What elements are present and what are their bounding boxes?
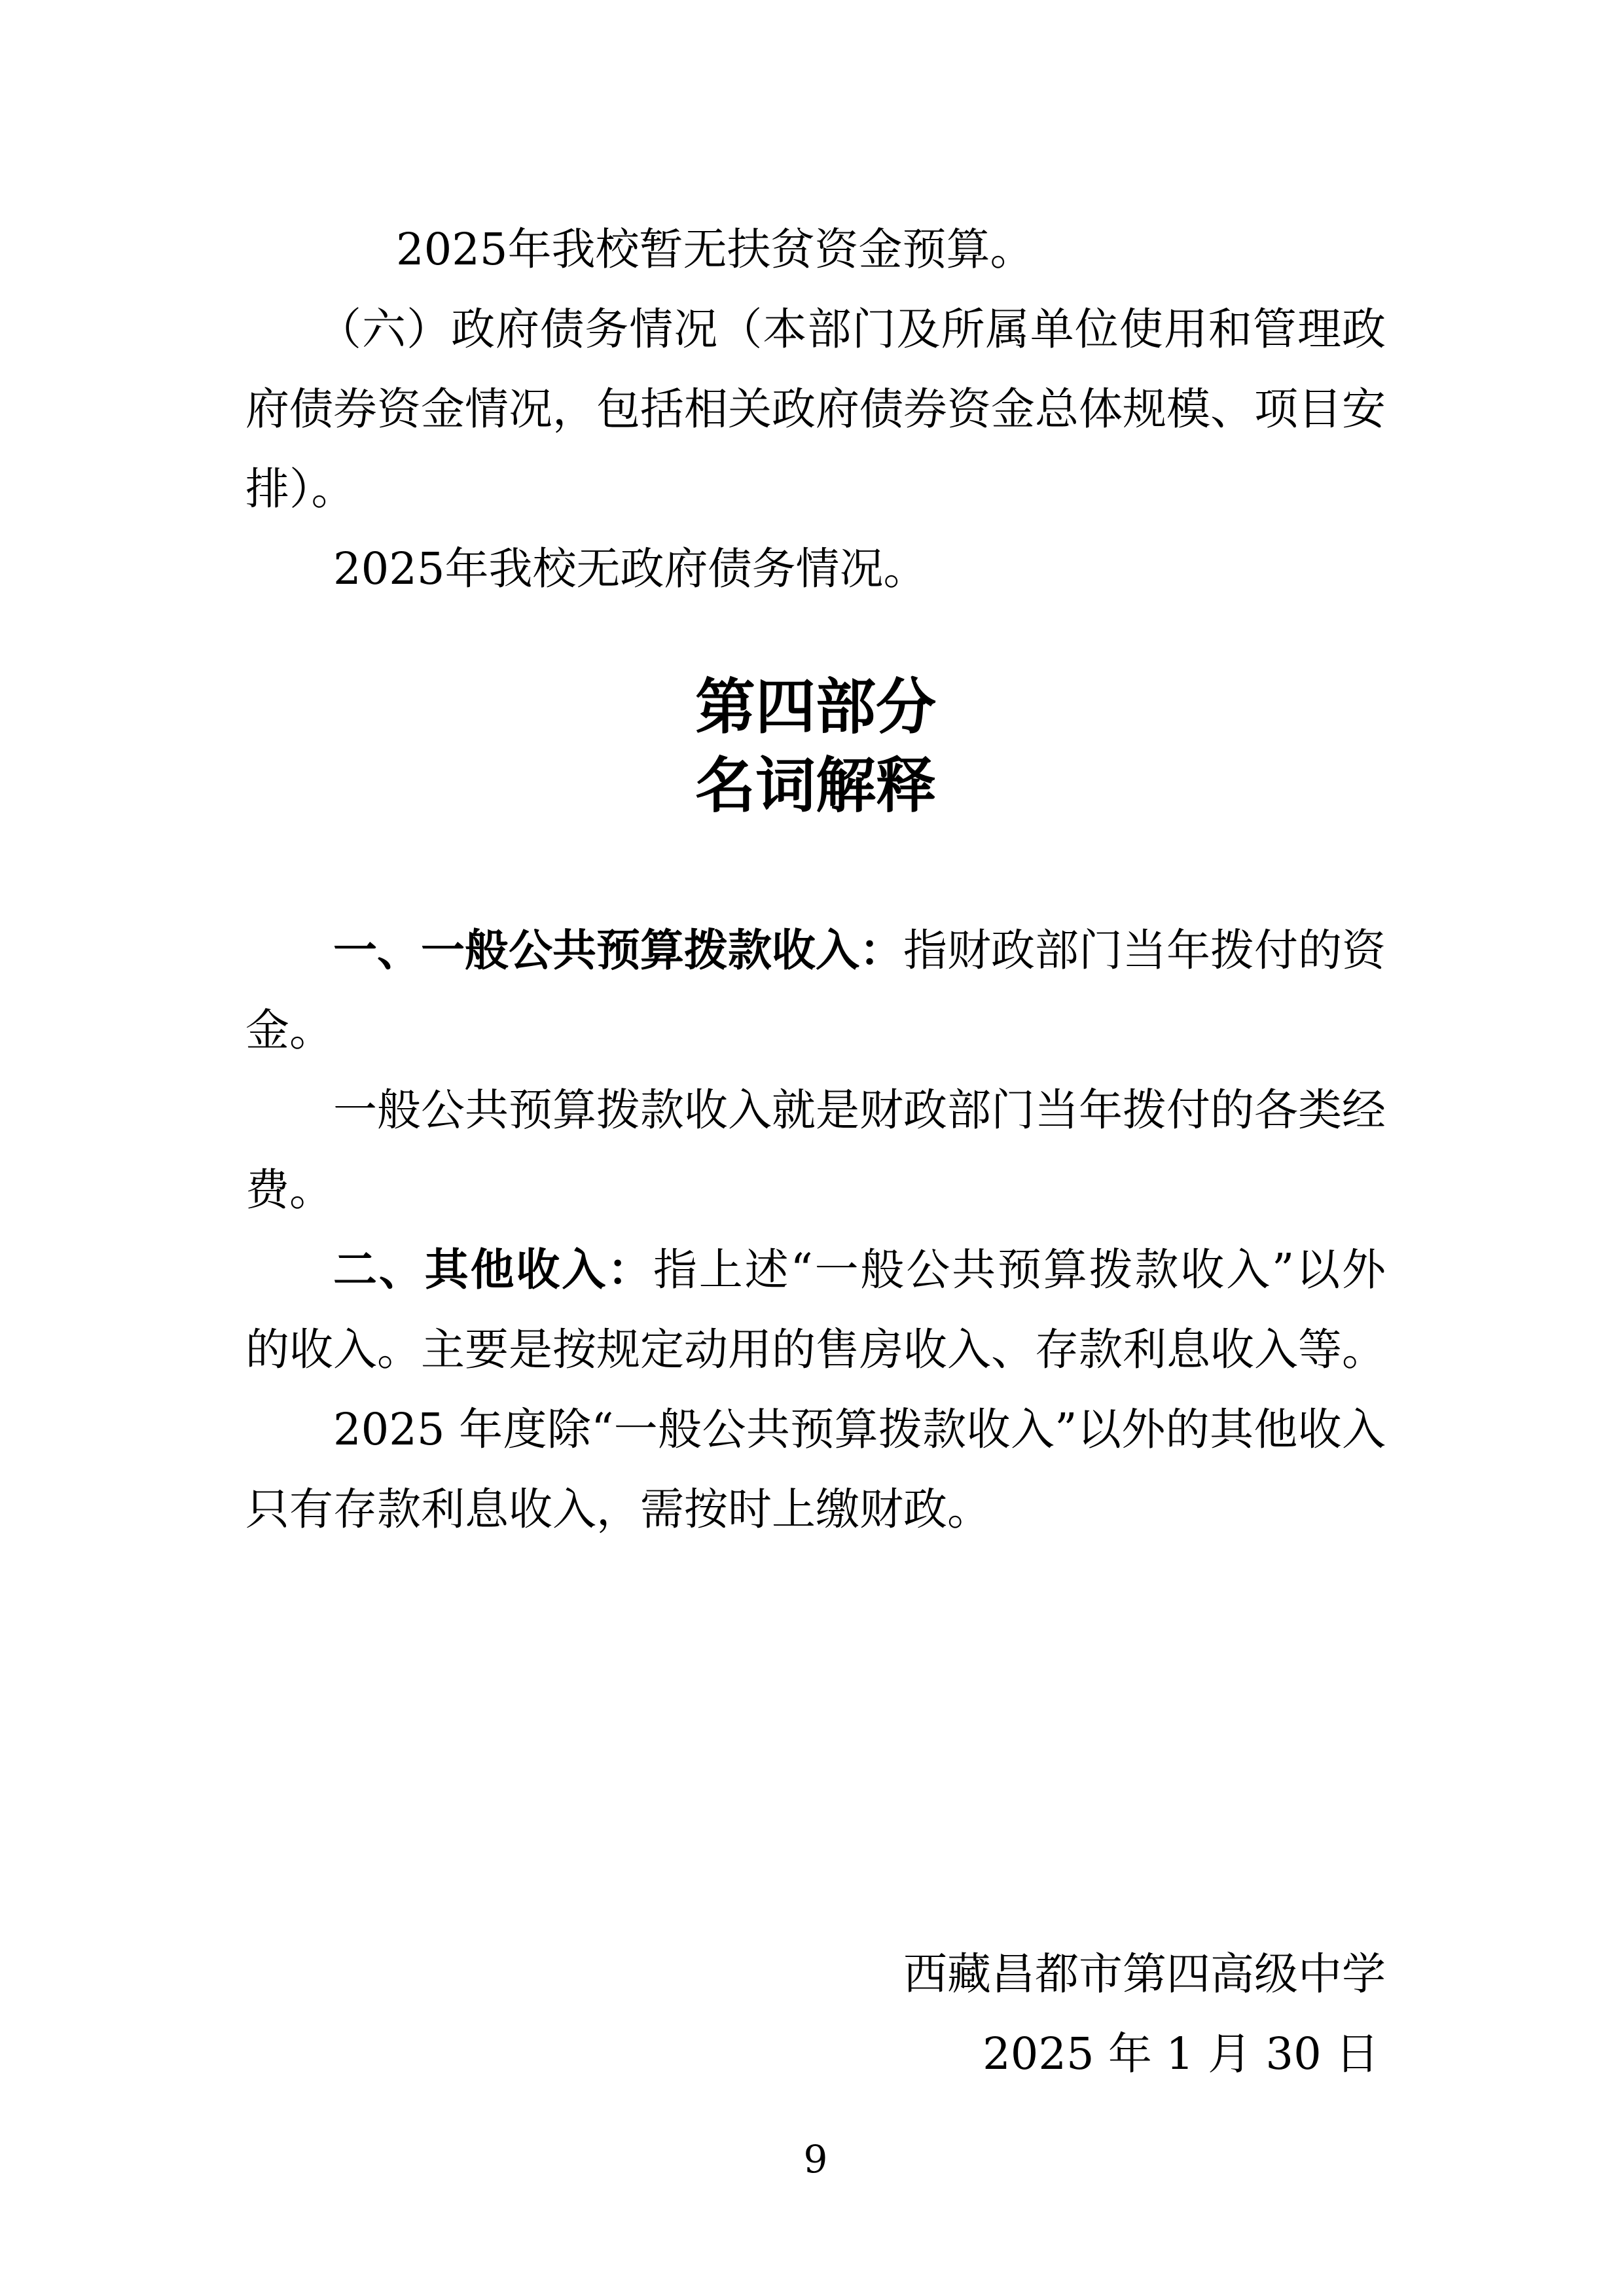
signature-date: 2025 年 1 月 30 日	[983, 2028, 1379, 2079]
page-number: 9	[803, 2137, 828, 2181]
section-heading-title: 名词解释	[695, 750, 936, 821]
paragraph-no-government-debt: 2025年我校无政府债务情况。	[333, 543, 928, 594]
paragraph-general-budget-income-definition	[245, 910, 1386, 1070]
paragraph-other-income-definition	[245, 1230, 1386, 1390]
term-other-income-text: 指上述“一般公共预算拨款收入”以外的收入。主要是按规定动用的售房收入、存款利息收入等。	[245, 1244, 1386, 1375]
term-other-income-lead: 二、其他收入：	[333, 1244, 653, 1295]
term-general-budget-income-lead: 一、一般公共预算拨款收入：	[333, 924, 903, 976]
paragraph-other-income-2025: 2025 年度除“一般公共预算拨款收入”以外的其他收入只有存款利息收入，需按时上缴财政。	[245, 1404, 1386, 1535]
signature-organization: 西藏昌都市第四高级中学	[903, 1948, 1386, 2000]
signature-block	[245, 1934, 1386, 2094]
paragraph-general-budget-income-explanation: 一般公共预算拨款收入就是财政部门当年拨付的各类经费。	[245, 1085, 1386, 1215]
paragraph-poverty-relief-budget: 2025年我校暂无扶贫资金预算。	[396, 224, 1034, 275]
paragraph-government-debt-definition: （六）政府债务情况（本部门及所属单位使用和管理政府债券资金情况，包括相关政府债券资金总体规模、项目安排）。	[245, 304, 1386, 514]
term-general-budget-income-text: 指财政部门当年拨付的资金。	[245, 925, 1386, 1056]
section-heading	[245, 668, 1386, 825]
section-heading-part-number: 第四部分	[695, 672, 936, 742]
